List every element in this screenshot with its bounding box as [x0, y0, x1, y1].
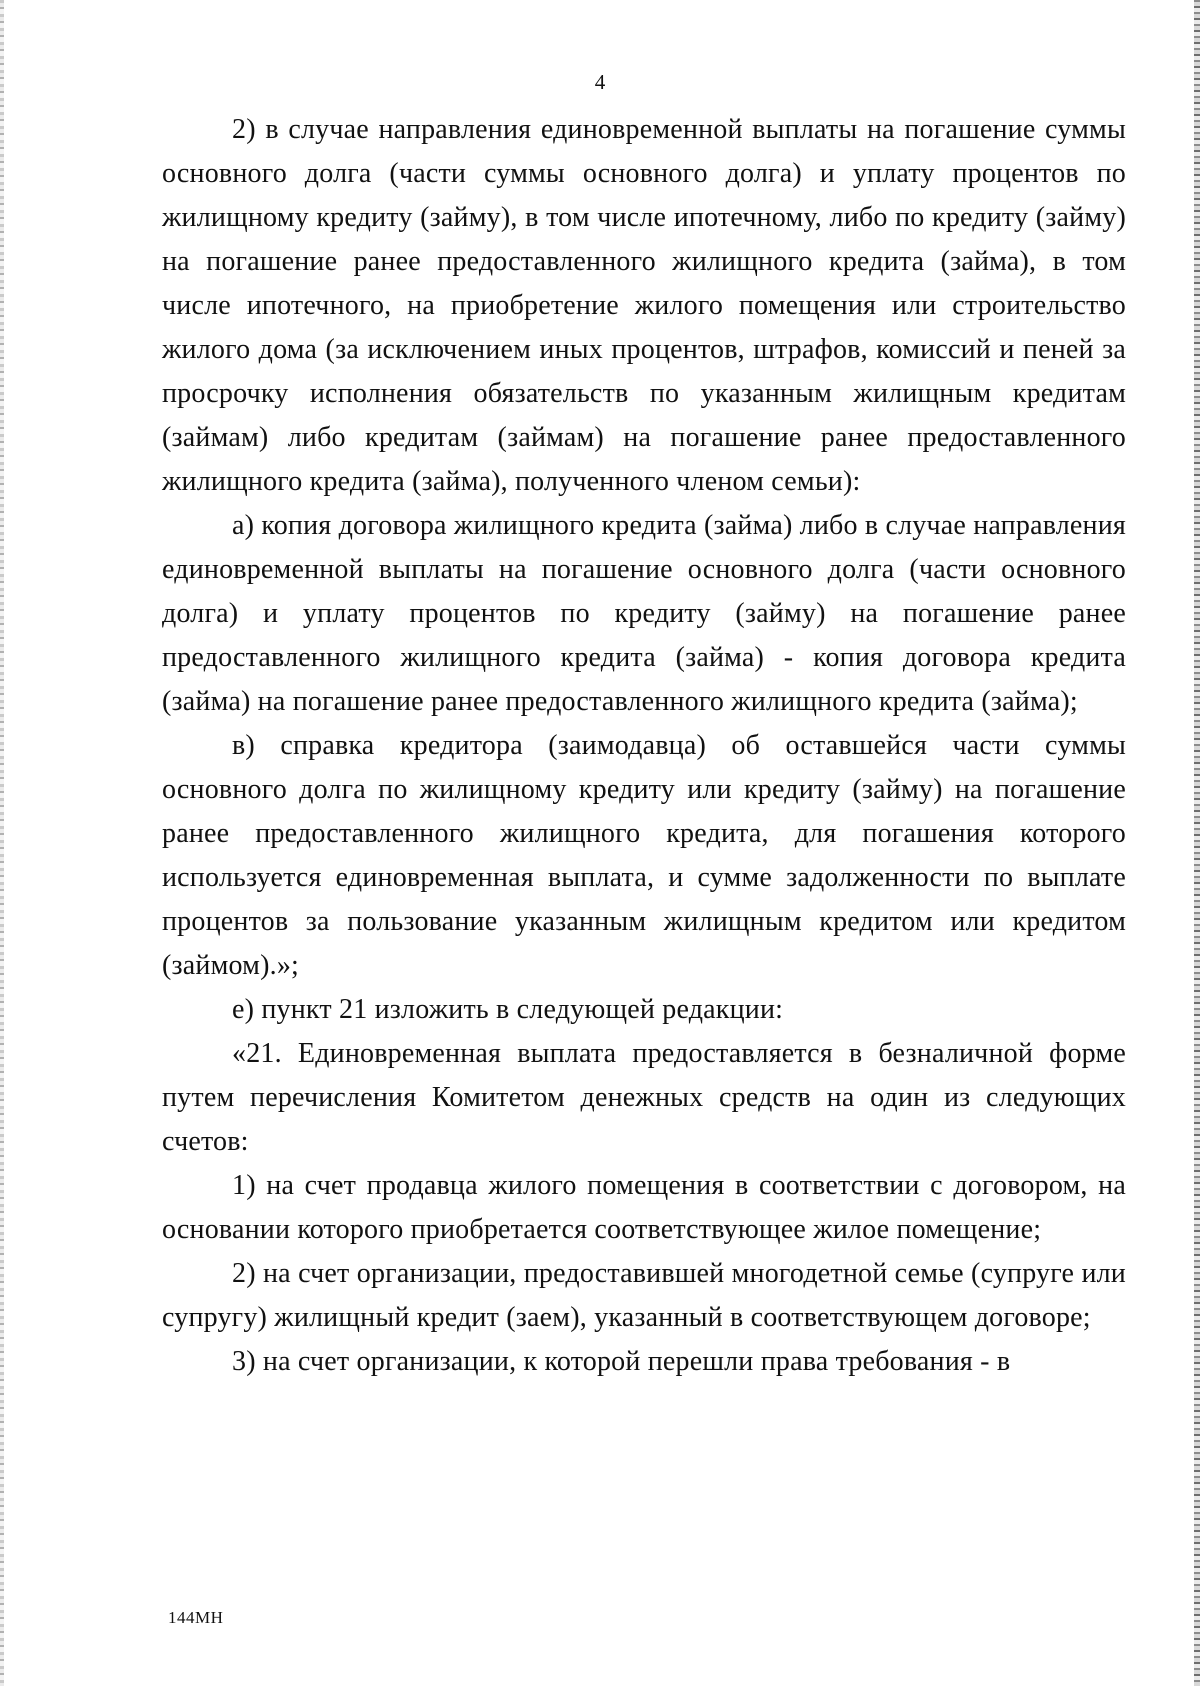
scan-edge-right — [1194, 0, 1200, 1686]
paragraph-account-3: 3) на счет организации, к которой перешли права требования - в — [232, 1346, 1011, 1377]
paragraph-subitem-a: а) копия договора жилищного кредита (займа) либо в случае направления единовременной выплаты на погашение основного долга (части основного долга) и уплату процентов по кредиту (займу) на погашение ранее предоставленного жилищного кредита (займа) - копия договора кредита (займа) на погашение ранее предоставленного жилищного кредита (займа); — [162, 510, 1126, 717]
page-number: 4 — [594, 70, 606, 94]
paragraph-point-e: е) пункт 21 изложить в следующей редакции: — [232, 994, 784, 1025]
document-code: 144МН — [168, 1608, 224, 1627]
paragraph-clause-21: «21. Единовременная выплата предоставляется в безналичной форме путем перечисления Комитетом денежных средств на один из следующих счетов: — [162, 1038, 1126, 1157]
paragraph-account-2: 2) на счет организации, предоставившей многодетной семье (супруге или супругу) жилищный кредит (заем), указанный в соответствующем договоре; — [162, 1258, 1126, 1333]
document-body — [162, 108, 1126, 1384]
paragraph-subitem-v: в) справка кредитора (заимодавца) об оставшейся части суммы основного долга по жилищному кредиту или кредиту (займу) на погашение ранее предоставленного жилищного кредита, для погашения которого используется единовременная выплата, и сумме задолженности по выплате процентов за пользование указанным жилищным кредитом или кредитом (займом).»; — [162, 730, 1126, 981]
paragraph-account-1: 1) на счет продавца жилого помещения в соответствии с договором, на основании которого приобретается соответствующее жилое помещение; — [162, 1170, 1126, 1245]
scan-edge-left — [0, 0, 4, 1686]
paragraph-item-2: 2) в случае направления единовременной выплаты на погашение суммы основного долга (части суммы основного долга) и уплату процентов по жилищному кредиту (займу), в том числе ипотечному, либо по кредиту (займу) на погашение ранее предоставленного жилищного кредита (займа), в том числе ипотечного, на приобретение жилого помещения или строительство жилого дома (за исключением иных процентов, штрафов, комиссий и пеней за просрочку исполнения обязательств по указанным жилищным кредитам (займам) либо кредитам (займам) на погашение ранее предоставленного жилищного кредита (займа), полученного членом семьи): — [162, 114, 1126, 497]
